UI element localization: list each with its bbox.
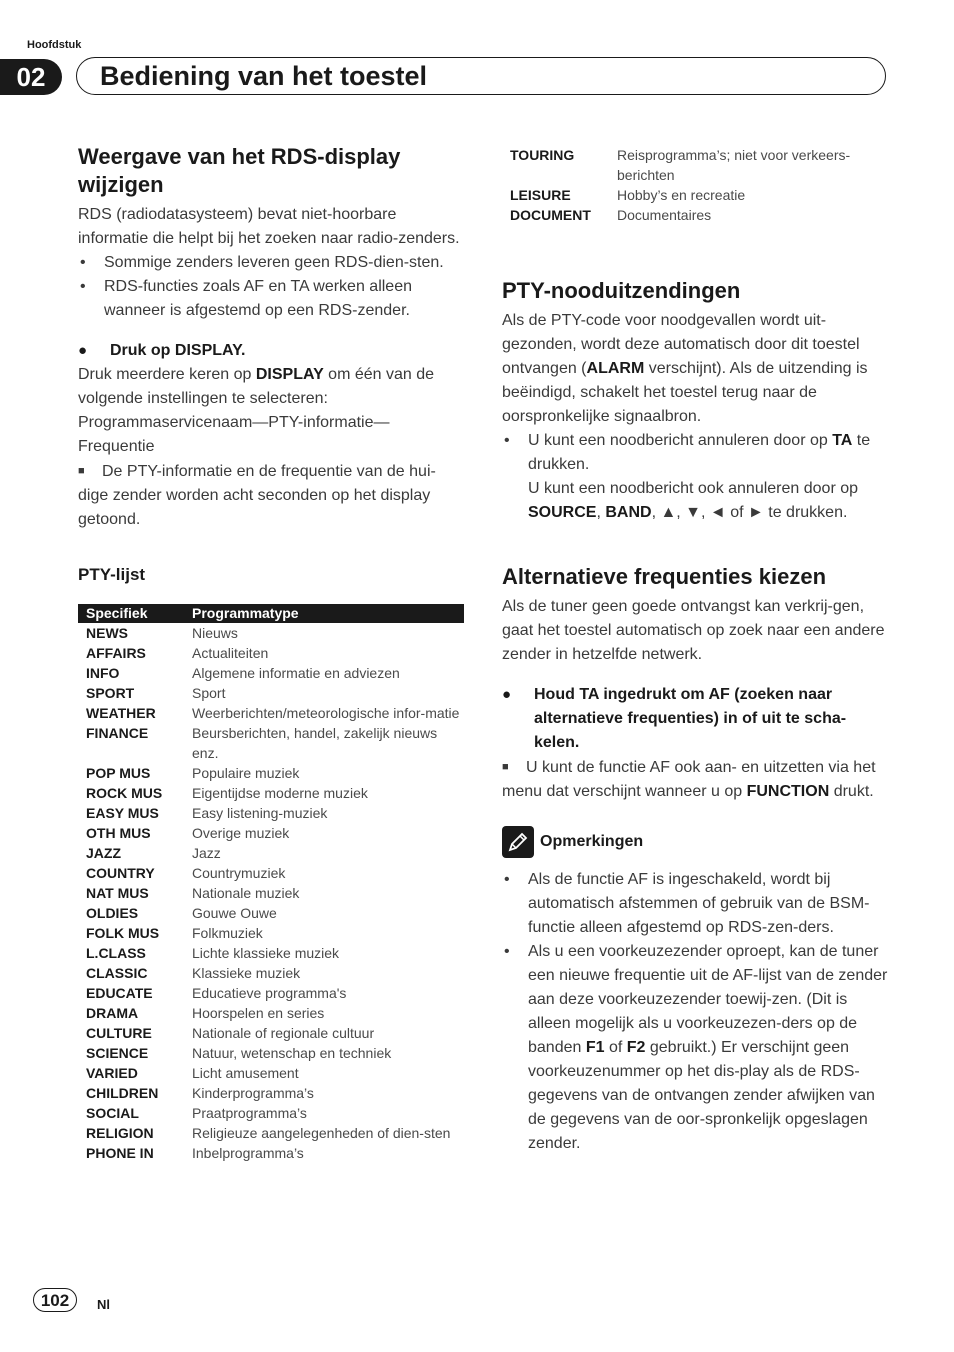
pty-code: RELIGION [86, 1125, 154, 1141]
table-row [78, 763, 464, 783]
pty-description: Hoorspelen en series [192, 1005, 325, 1021]
pty-code: L.CLASS [86, 945, 146, 961]
table-row [78, 1123, 464, 1143]
pty-description: Kinderprogramma’s [192, 1085, 314, 1101]
chapter-label: Hoofdstuk [27, 39, 82, 51]
rds-bullets [78, 251, 464, 323]
pty-description: Klassieke muziek [192, 965, 301, 981]
pty-code: POP MUS [86, 765, 151, 781]
chapter-number: 02 [0, 59, 62, 95]
pty-code: SPORT [86, 685, 135, 701]
table-row [78, 843, 464, 863]
table-row [78, 923, 464, 943]
section-title-alt-freq: Alternatieve frequenties kiezen [502, 564, 827, 589]
pty-description: Countrymuziek [192, 865, 286, 881]
language-code: Nl [97, 1297, 110, 1312]
pty-description: Licht amusement [192, 1065, 299, 1081]
table-row [78, 1003, 464, 1023]
table-row [502, 185, 888, 205]
pty-code: CLASSIC [86, 965, 148, 981]
pty-description: Nationale muziek [192, 885, 300, 901]
table-row [78, 703, 464, 723]
table-row [78, 1083, 464, 1103]
pty-list-title: PTY-lijst [78, 565, 146, 584]
list-item: • RDS-functies zoals AF en TA werken alleen wanneer is afgestemd op een RDS-zender. [78, 275, 464, 323]
pty-description: Nationale of regionale cultuur [192, 1025, 375, 1041]
pty-emergency-bullets [502, 429, 888, 525]
pty-description: Hobby’s en recreatie [617, 187, 746, 203]
page-number: 102 [33, 1288, 77, 1312]
note-square-icon: ■ [502, 761, 509, 773]
table-header: Programmatype [184, 604, 464, 623]
alt-freq-body: Als de tuner geen goede ontvangst kan verkrij-gen, gaat het toestel automatisch op zoek naar een andere zender in hetzelfde netwerk. [502, 598, 885, 663]
table-row [78, 803, 464, 823]
pty-code: SCIENCE [86, 1045, 149, 1061]
pty-code: CULTURE [86, 1025, 152, 1041]
list-item: • Als u een voorkeuzezender oproept, kan de tuner een nieuwe frequentie uit de AF-lijst van de zender aan deze voorkeuzezender toewij-zen. (Dit is alleen mogelijk als u voorkeuzezen-ders op de banden F1 of F2 gebruikt.) Er verschijnt geen voorkeuzenummer op het dis-play als de RDS-gegevens van de ontvangen zender afwijken van de gegevens van de oor-spronkelijk opgeslagen zender. [502, 940, 888, 1156]
pty-description: Educatieve programma's [192, 985, 347, 1001]
pty-description: Algemene informatie en adviezen [192, 665, 400, 681]
pty-code: ROCK MUS [86, 785, 163, 801]
pty-description: Nieuws [192, 625, 238, 641]
pty-code: INFO [86, 665, 120, 681]
table-row [78, 783, 464, 803]
table-row [78, 943, 464, 963]
pty-description: Natuur, wetenschap en techniek [192, 1045, 392, 1061]
table-row [78, 663, 464, 683]
af-note: ■ U kunt de functie AF ook aan- en uitzetten via het menu dat verschijnt wanneer u op FUNCTION drukt. [502, 755, 888, 804]
pty-code: SOCIAL [86, 1105, 139, 1121]
pty-code: AFFAIRS [86, 645, 146, 661]
pty-code: DOCUMENT [510, 207, 591, 223]
pty-code: PHONE IN [86, 1145, 154, 1161]
pty-description: Folkmuziek [192, 925, 263, 941]
pty-code: NEWS [86, 625, 128, 641]
pty-description: Actualiteiten [192, 645, 269, 661]
pty-description: Overige muziek [192, 825, 290, 841]
table-row [78, 1143, 464, 1163]
table-row [78, 683, 464, 703]
pty-code: CHILDREN [86, 1085, 159, 1101]
pty-code: NAT MUS [86, 885, 149, 901]
table-row [78, 983, 464, 1003]
table-row [502, 205, 888, 225]
pty-code: TOURING [510, 147, 575, 163]
pty-code: LEISURE [510, 187, 571, 203]
pty-code: JAZZ [86, 845, 121, 861]
table-row [78, 903, 464, 923]
table-row [78, 823, 464, 843]
table-row [78, 1023, 464, 1043]
table-row [78, 1103, 464, 1123]
pty-description: Jazz [192, 845, 221, 861]
pty-code: FOLK MUS [86, 925, 160, 941]
pty-code: DRAMA [86, 1005, 139, 1021]
step-display-body: Druk meerdere keren op DISPLAY om één van de volgende instellingen te selecteren: Programmaservicenaam—PTY-informatie—Frequentie [78, 366, 435, 455]
table-row [78, 1063, 464, 1083]
table-row [78, 883, 464, 903]
table-header: Specifiek [78, 604, 184, 623]
pty-description: Beursberichten, handel, zakelijk nieuws enz. [192, 725, 438, 761]
table-row [502, 145, 888, 185]
pty-code: EDUCATE [86, 985, 153, 1001]
section-title-rds-display: Weergave van het RDS-display wijzigen [78, 144, 401, 197]
table-row [78, 643, 464, 663]
display-note: ■ De PTY-informatie en de frequentie van de hui-dige zender worden acht seconden op het display getoond. [78, 459, 464, 532]
table-row [78, 723, 464, 763]
pty-emergency-body: Als de PTY-code voor noodgevallen wordt uit-gezonden, wordt deze automatisch door dit toestel ontvangen (ALARM verschijnt). Als de uitzending is beëindigd, schakelt het toestel terug naar de oorspronkelijke signaalbron. [502, 312, 868, 425]
pty-description: Sport [192, 685, 226, 701]
pty-code: FINANCE [86, 725, 149, 741]
list-item: • U kunt een noodbericht annuleren door op TA te drukken. U kunt een noodbericht ook annuleren door op SOURCE, BAND, ▲, ▼, ◄ of ► te drukken. [502, 429, 888, 525]
pty-description: Reisprogramma’s; niet voor verkeers-berichten [617, 147, 851, 183]
pty-code: COUNTRY [86, 865, 155, 881]
pty-description: Eigentijdse moderne muziek [192, 785, 368, 801]
pty-description: Inbelprogramma’s [192, 1145, 304, 1161]
pencil-icon [502, 826, 534, 858]
table-row [78, 863, 464, 883]
left-column [78, 143, 464, 1163]
notes-title: Opmerkingen [540, 833, 644, 850]
notes-list [502, 868, 888, 1156]
pty-description: Easy listening-muziek [192, 805, 328, 821]
pty-table [78, 604, 464, 1163]
pty-code: OLDIES [86, 905, 139, 921]
pty-description: Religieuze aangelegenheden of dien-sten [192, 1125, 451, 1141]
pty-code: OTH MUS [86, 825, 151, 841]
pty-description: Gouwe Ouwe [192, 905, 277, 921]
list-item: • Als de functie AF is ingeschakeld, wordt bij automatisch afstemmen of gebruik van de BSM-functie alleen afgestemd op RDS-zen-ders. [502, 868, 888, 940]
pty-description: Lichte klassieke muziek [192, 945, 340, 961]
table-row [78, 963, 464, 983]
table-row [78, 1043, 464, 1063]
pty-table-continued [502, 145, 888, 225]
pty-description: Praatprogramma’s [192, 1105, 307, 1121]
pty-code: EASY MUS [86, 805, 159, 821]
section-title-pty-emergency: PTY-nooduitzendingen [502, 278, 741, 303]
pty-description: Documentaires [617, 207, 712, 223]
pty-code: VARIED [86, 1065, 138, 1081]
page-title: Bediening van het toestel [100, 61, 428, 91]
pty-description: Populaire muziek [192, 765, 300, 781]
rds-intro: RDS (radiodatasysteem) bevat niet-hoorbare informatie die helpt bij het zoeken naar radio-zenders. [78, 206, 460, 247]
list-item: • Sommige zenders leveren geen RDS-dien-sten. [78, 251, 464, 275]
step-display: ● Druk op DISPLAY. [78, 339, 464, 363]
table-row [78, 623, 464, 643]
step-ta: ● Houd TA ingedrukt om AF (zoeken naar alternatieve frequenties) in of uit te scha-kelen. [502, 683, 888, 755]
right-column [502, 145, 888, 1156]
note-square-icon: ■ [78, 465, 85, 477]
pty-description: Weerberichten/meteorologische infor-matie [192, 705, 460, 721]
notes-header [502, 826, 888, 858]
pty-code: WEATHER [86, 705, 156, 721]
